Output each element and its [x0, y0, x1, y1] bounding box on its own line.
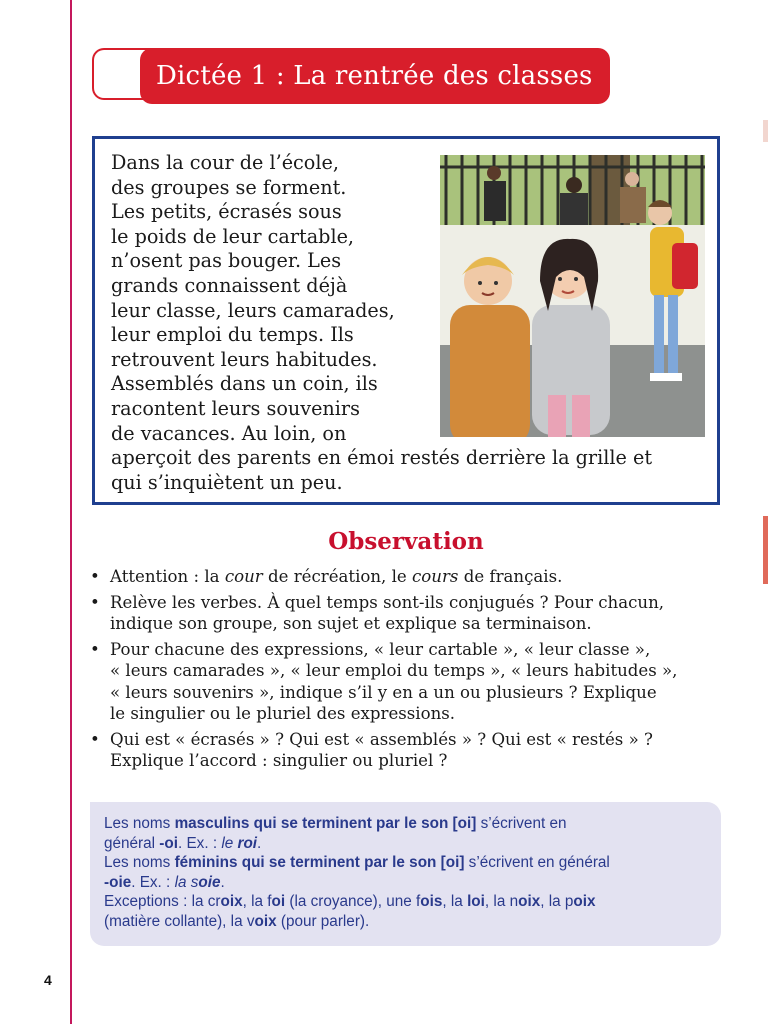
bullet-line: Qui est « écrasés » ? Qui est « assemblés » ? Qui est « restés » ? [110, 729, 653, 749]
text-run: de récréation, le [262, 567, 413, 586]
text-run: s’écrivent en général [464, 854, 610, 872]
text-run: , la p [540, 893, 574, 911]
text-run: . Ex. : [131, 873, 175, 891]
text-run: cours [412, 567, 459, 586]
text-run: général [104, 834, 160, 852]
text-run: Les noms [104, 854, 175, 872]
list-item [90, 639, 730, 725]
bullet-dot: • [90, 592, 100, 612]
dictation-line: de vacances. Au loin, on [111, 421, 347, 445]
dictation-line: leur classe, leurs camarades, [111, 298, 395, 322]
bullet-line: Relève les verbes. À quel temps sont-ils conjugués ? Pour chacun, [110, 592, 665, 612]
bullet-line: « leurs souvenirs », indique s’il y en a un ou plusieurs ? Explique [110, 682, 657, 702]
rule-line [104, 912, 707, 932]
text-run: , la n [484, 893, 519, 911]
rule-line [104, 814, 707, 834]
dictation-line: Dans la cour de l’école, [111, 151, 339, 174]
dictation-line: n’osent pas bouger. Les [111, 249, 342, 273]
text-run: Attention : la [110, 567, 225, 586]
text-run: cour [224, 567, 263, 586]
text-run: . [257, 834, 262, 852]
dictation-line: Les petits, écrasés sous [111, 200, 342, 224]
dictation-line: qui s’inquiètent un peu. [111, 470, 343, 494]
bullet-line: Explique l’accord : singulier ou pluriel ? [110, 751, 448, 770]
dictation-line: aperçoit des parents en émoi restés derrière la grille et [111, 446, 653, 470]
text-run: le [221, 834, 238, 852]
text-run: (pour parler). [276, 912, 370, 930]
dictation-line: leur emploi du temps. Ils [111, 323, 354, 347]
page-title: Dictée 1 : La rentrée des classes [140, 48, 610, 104]
text-run: oix [573, 893, 596, 911]
edge-tab-mark [763, 120, 768, 142]
bullet-dot: • [90, 729, 100, 749]
text-run: de français. [458, 567, 563, 586]
text-run: -oi [159, 834, 178, 852]
text-run: (la croyance), une f [285, 893, 421, 911]
rule-line [104, 873, 707, 893]
title-banner [92, 48, 610, 104]
text-run: , la [442, 893, 468, 911]
bullet-dot: • [90, 639, 100, 659]
bullet-line [110, 566, 730, 588]
bullet-line: le singulier ou le pluriel des expressions. [110, 704, 456, 723]
text-run: oie [198, 873, 221, 891]
text-run: roi [237, 834, 258, 852]
schoolyard-drawing [440, 155, 705, 437]
text-run: Exceptions : la cr [104, 893, 221, 911]
list-item [90, 729, 730, 772]
rule-line [104, 892, 707, 912]
text-run: oix [518, 893, 541, 911]
text-run: . Ex. : [177, 834, 222, 852]
bullet-line: Pour chacune des expressions, « leur cartable », « leur classe », [110, 639, 651, 659]
text-run: féminins qui se terminent par le son [oi] [174, 854, 465, 872]
text-run: s’écrivent en [476, 815, 567, 832]
dictation-line: le poids de leur cartable, [111, 224, 355, 248]
text-run: oix [254, 912, 277, 930]
list-item [90, 566, 730, 588]
page-number: 4 [44, 972, 52, 988]
text-run: , la f [242, 893, 272, 911]
spelling-rule-box [90, 802, 721, 946]
observation-heading: Observation [328, 528, 484, 555]
text-run: -oie [104, 873, 132, 891]
rule-line [104, 834, 707, 854]
text-run: oi [271, 893, 286, 911]
bullet-line: « leurs camarades », « leur emploi du temps », « leurs habitudes », [110, 661, 678, 680]
bullet-line: indique son groupe, son sujet et explique sa terminaison. [110, 614, 592, 633]
dictation-line: Assemblés dans un coin, ils [111, 372, 378, 396]
text-run: loi [467, 893, 485, 911]
text-run: ois [420, 893, 443, 911]
schoolyard-illustration [440, 155, 705, 437]
dictation-line: des groupes se forment. [111, 175, 347, 199]
bullet-dot: • [90, 567, 100, 586]
rule-line [104, 853, 707, 873]
observation-list [90, 566, 730, 776]
list-item [90, 592, 730, 635]
text-run: . [220, 873, 225, 891]
dictation-line: racontent leurs souvenirs [111, 396, 360, 420]
text-run: (matière collante), la v [104, 912, 255, 930]
text-run: masculins qui se terminent par le son [oi] [174, 815, 477, 832]
text-run: oix [220, 893, 243, 911]
page-margin-line [70, 0, 72, 1024]
dictation-box [92, 136, 720, 505]
dictation-line: grands connaissent déjà [111, 273, 348, 297]
text-run: la s [174, 873, 199, 891]
text-run: Les noms [104, 815, 175, 832]
dictation-line: retrouvent leurs habitudes. [111, 347, 378, 371]
